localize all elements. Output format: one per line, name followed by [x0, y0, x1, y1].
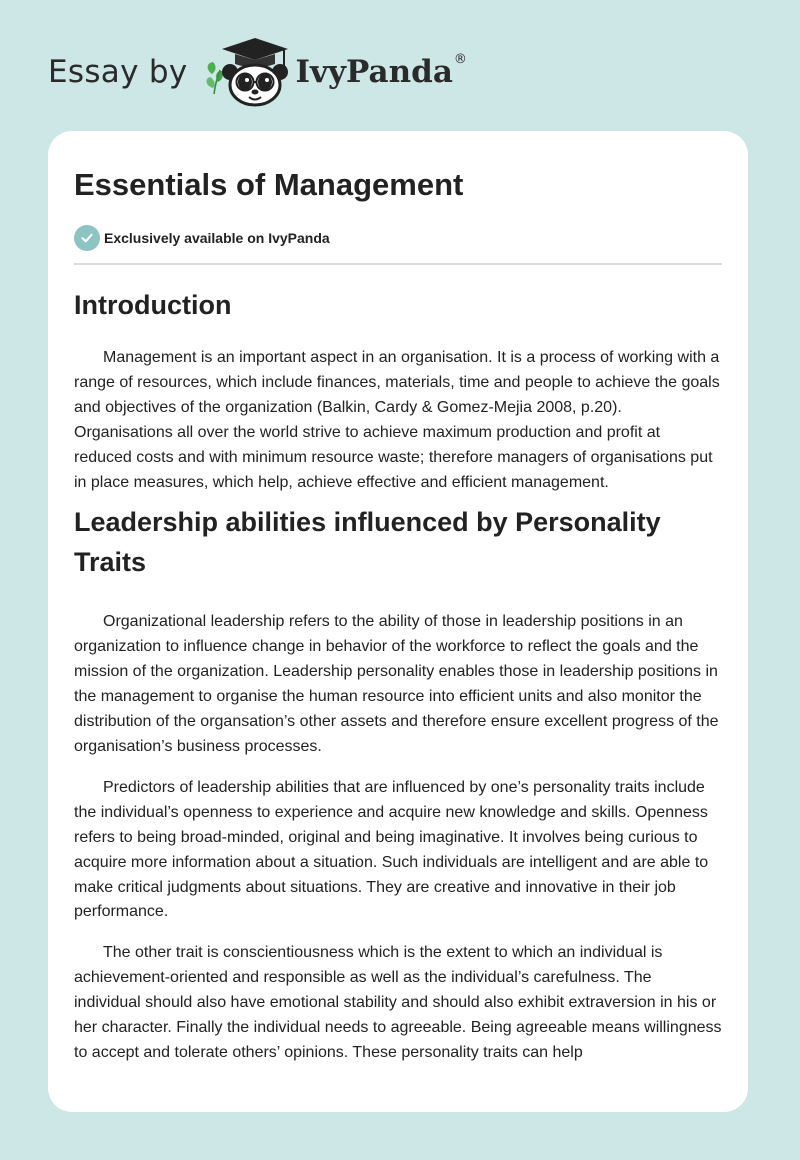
- essay-card: [48, 131, 748, 1112]
- essay-title: Essentials of Management: [74, 167, 464, 202]
- registered-mark: ®: [453, 52, 467, 67]
- check-icon: [74, 225, 100, 251]
- panda-graduation-cap-logo: [202, 36, 292, 108]
- section-heading-introduction: Introduction: [74, 290, 232, 320]
- exclusive-badge: [74, 225, 722, 251]
- paragraph: Management is an important aspect in an organisation. It is a process of working with a range of resources, which include finances, materials, time and people to achieve the goals and objectives of the organization (Balkin, Cardy & Gomez-Mejia 2008, p.20). Organisations all over the world strive to achieve maximum production and profit at reduced costs and with minimum resource waste; therefore managers of organisations put in place measures, which help, achieve effective and efficient management.: [74, 349, 720, 491]
- paragraph: The other trait is conscientiousness which is the extent to which an individual is achievement-oriented and responsible as well as the individual’s carefulness. The individual should also have emotional stability and should also exhibit extraversion in his or her character. Finally the individual needs to agreeable. Being agreeable means willingness to accept and tolerate others’ opinions. These personality traits can help: [74, 944, 722, 1061]
- paragraph: Organizational leadership refers to the ability of those in leadership positions in an organization to influence change in behavior of the workforce to reflect the goals and the mission of the organization. Leadership personality enables those in leadership positions in the management to organise the human resource into efficient units and also monitor the distribution of the organsation’s other assets and therefore ensure excellent progress of the organisation’s business processes.: [74, 613, 719, 755]
- brand-prefix: Essay by: [48, 54, 188, 90]
- paragraph: Predictors of leadership abilities that are influenced by one’s personality traits include the individual’s openness to experience and acquire new knowledge and skills. Openness refers to being broad-minded, original and being imaginative. It involves being curious to acquire more information about a situation. Such individuals are intelligent and are able to make critical judgments about situations. They are creative and innovative in their job performance.: [74, 778, 709, 921]
- exclusive-badge-text: Exclusively available on IvyPanda: [104, 230, 330, 246]
- brand-name: IvyPanda: [295, 54, 453, 90]
- section-heading-leadership: Leadership abilities influenced by Personality Traits: [74, 507, 661, 578]
- site-brand[interactable]: [48, 36, 467, 108]
- divider: [74, 263, 722, 265]
